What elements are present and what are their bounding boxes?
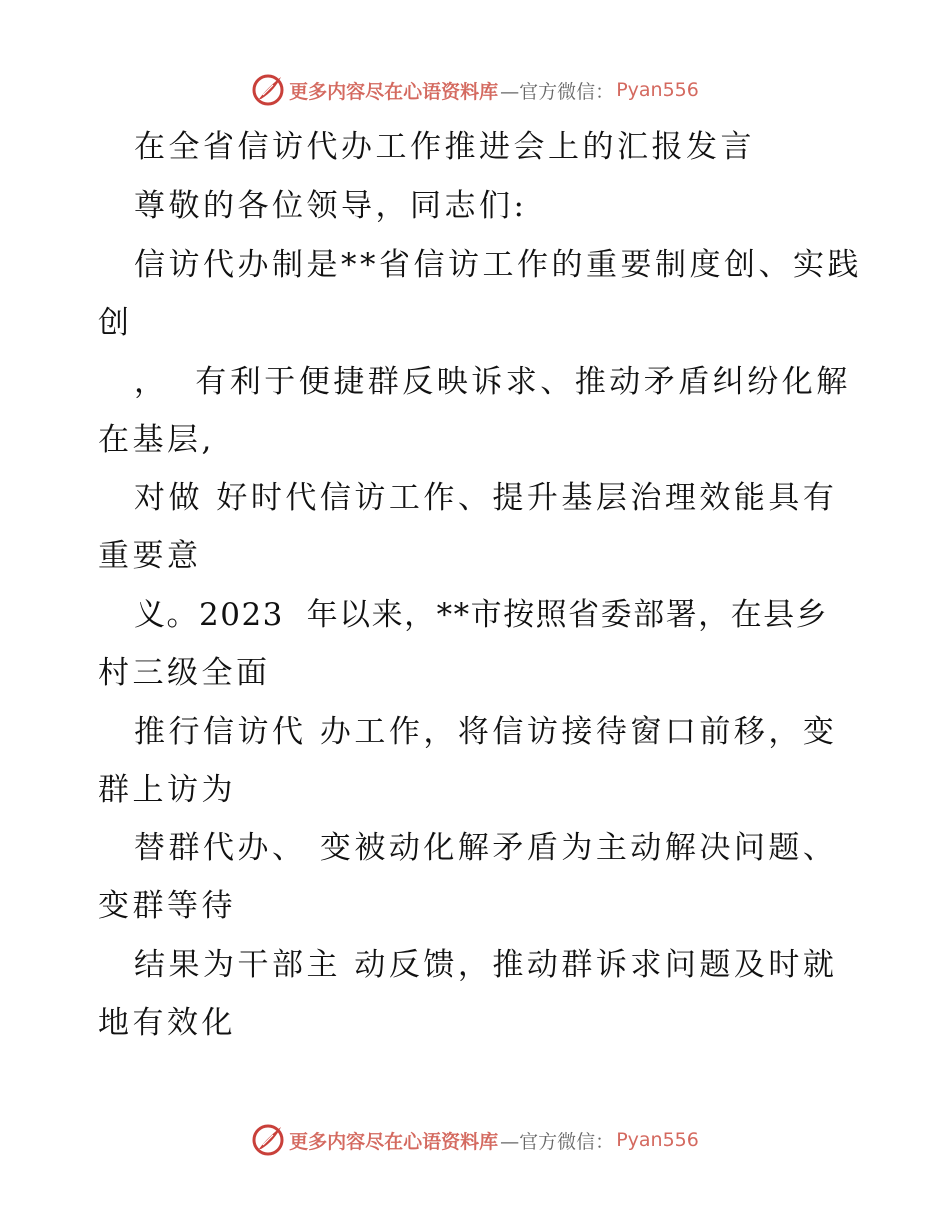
paragraph-line: 创 (98, 305, 133, 341)
paragraph-line: 推行信访代 办工作，将信访接待窗口前移，变 (134, 714, 838, 750)
paragraph-line: 地有效化 (98, 1005, 236, 1041)
footer-watermark (0, 1120, 950, 1160)
paragraph-line: 重要意 (98, 538, 202, 574)
watermark-sub-text: —官方微信： (500, 80, 615, 103)
paragraph-line: 群上访为 (98, 772, 236, 808)
watermark-wechat-id: Pyan556 (616, 1129, 699, 1151)
paragraph-line: 在基层, (98, 422, 215, 458)
paragraph-line: 变群等待 (98, 888, 236, 924)
paragraph-line: 结果为干部主 动反馈，推动群诉求问题及时就 (134, 947, 838, 983)
salutation: 尊敬的各位领导，同志们: (134, 188, 528, 224)
paragraph-line: 信访代办制是**省信访工作的重要制度创、实践 (134, 247, 862, 283)
paragraph-line: 替群代办、 变被动化解矛盾为主动解决问题、 (134, 830, 838, 866)
paragraph-line: ， 有利于便捷群反映诉求、推动矛盾纠纷化解 (134, 364, 851, 400)
paragraph-line: 对做 好时代信访工作、提升基层治理效能具有 (134, 480, 838, 516)
document-title: 在全省信访代办工作推进会上的汇报发言 (134, 129, 755, 165)
watermark-wechat-id: Pyan556 (616, 79, 699, 101)
watermark-sub-text: —官方微信： (500, 1130, 615, 1153)
quill-logo-icon (251, 73, 285, 107)
watermark-main-text: 更多内容尽在心语资料库 (289, 1130, 499, 1153)
header-watermark (0, 70, 950, 110)
paragraph-line: 义。2023 年以来，**市按照省委部署，在县乡 (134, 597, 829, 633)
quill-logo-icon (251, 1123, 285, 1157)
paragraph-line: 村三级全面 (98, 655, 271, 691)
watermark-main-text: 更多内容尽在心语资料库 (289, 80, 499, 103)
